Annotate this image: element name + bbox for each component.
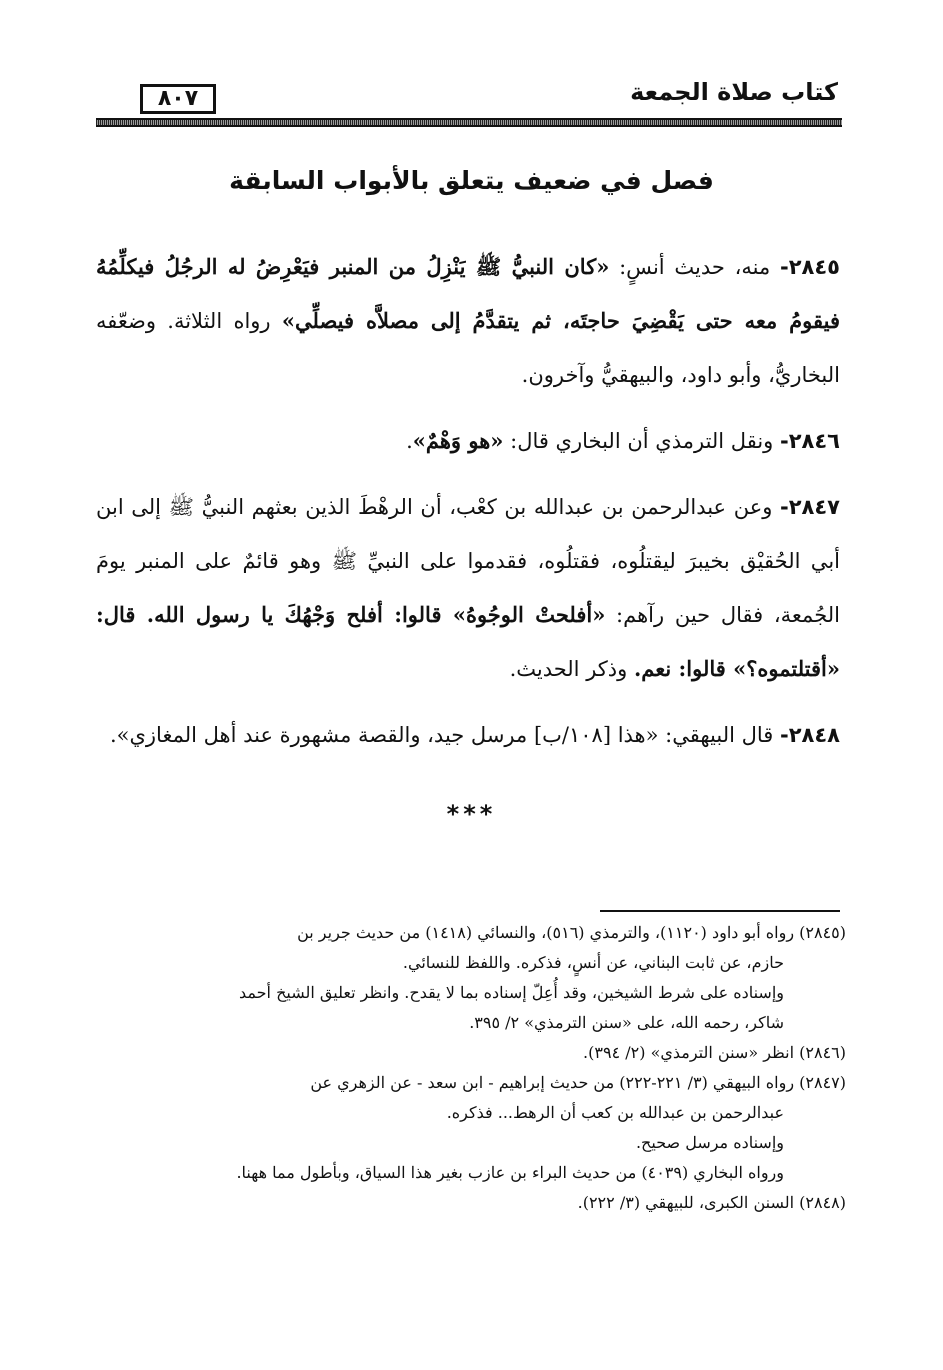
hadith-paragraph — [96, 414, 840, 468]
footnote-line: (٢٨٤٨) السنن الكبرى، للبيهقي (٣/ ٢٢٢). — [577, 1193, 846, 1212]
footnote-rule — [600, 910, 840, 912]
hadith-text: منه، حديث أنسٍ: — [609, 255, 780, 279]
hadith-text: رواه الثلاثة. وضعّفه البخاريُّ، وأبو داود، والبيهقيُّ وآخرون. — [96, 309, 840, 387]
hadith-quote: «هو وَهْمٌ» — [412, 428, 504, 453]
running-title: كتاب صلاة الجمعة — [630, 78, 838, 106]
hadith-text: . — [406, 429, 413, 453]
footnote-line: (٢٨٤٧) رواه البيهقي (٣/ ٢٢١-٢٢٢) من حديث إبراهيم - ابن سعد - عن الزهري عن — [310, 1073, 846, 1092]
hadith-text: ونقل الترمذي أن البخاري قال: — [503, 429, 780, 453]
page-number: ٨٠٧ — [140, 84, 216, 114]
hadith-text: وذكر الحديث. — [509, 657, 634, 681]
section-title: فصل في ضعيف يتعلق بالأبواب السابقة — [229, 166, 714, 195]
hadith-text: وعن عبدالرحمن بن عبدالله بن كعْب، أن الرهْطَ الذين بعثهم النبيُّ ﷺ إلى ابن أبي الحُقيْق بخيبرَ ليقتلُوه، فقتلُوه، فقدموا على النبيِّ ﷺ وهو قائمٌ على المنبر يومَ الجُمعة، فقال حين رآهم: — [96, 495, 840, 627]
hadith-number: ٢٨٤٦- — [780, 429, 840, 453]
page-header — [96, 74, 842, 130]
main-text — [96, 240, 840, 774]
footnote-line: ورواه البخاري (٤٠٣٩) من حديث البراء بن عازب بغير هذا السياق، وبأطول مما ههنا. — [236, 1163, 784, 1182]
hadith-quote: «كان النبيُّ ﷺ يَنْزِلُ من المنبر فيَعْرِضُ له الرجُلُ فيكلِّمُهُ فيقومُ معه حتى يَقْضِيَ حاجتَه، ثم يتقدَّمُ إلى مصلاَّه فيصلِّي» — [96, 254, 841, 333]
footnote-line: وإسناده على شرط الشيخين، وقد أُعِلّ إسناده بما لا يقدح. وانظر تعليق الشيخ أحمد — [239, 983, 784, 1002]
footnote-line: شاكر، رحمه الله، على «سنن الترمذي» ٢/ ٣٩٥. — [469, 1013, 784, 1032]
section-separator: *** — [446, 800, 497, 828]
footnote-line: حازم، عن ثابت البناني، عن أنسٍ، فذكره. واللفظ للنسائي. — [402, 953, 784, 972]
footnote-line: (٢٨٤٦) انظر «سنن الترمذي» (٢/ ٣٩٤). — [583, 1043, 846, 1062]
hadith-quote: «أفلحتْ الوجُوهُ» قالوا: أفلح وَجْهُكَ يا رسول الله. قال: «أقتلتموه؟» قالوا: نعم. — [96, 602, 840, 681]
hadith-paragraph — [96, 240, 840, 402]
hadith-number: ٢٨٤٧- — [780, 495, 840, 519]
footnotes — [96, 918, 846, 1218]
hadith-number: ٢٨٤٥- — [780, 255, 840, 279]
footnote-line: وإسناده مرسل صحيح. — [635, 1133, 784, 1152]
hadith-paragraph — [96, 480, 840, 696]
hadith-text: قال البيهقي: «هذا [١٠٨/ب] مرسل جيد، والقصة مشهورة عند أهل المغازي». — [109, 723, 780, 747]
hadith-paragraph — [96, 708, 840, 762]
footnote-line: عبدالرحمن بن عبدالله بن كعب أن الرهط... فذكره. — [446, 1103, 784, 1122]
header-rule — [96, 118, 842, 127]
hadith-number: ٢٨٤٨- — [780, 723, 840, 747]
footnote-line: (٢٨٤٥) رواه أبو داود (١١٢٠)، والترمذي (٥١٦)، والنسائي (١٤١٨) من حديث جرير بن — [297, 923, 846, 942]
